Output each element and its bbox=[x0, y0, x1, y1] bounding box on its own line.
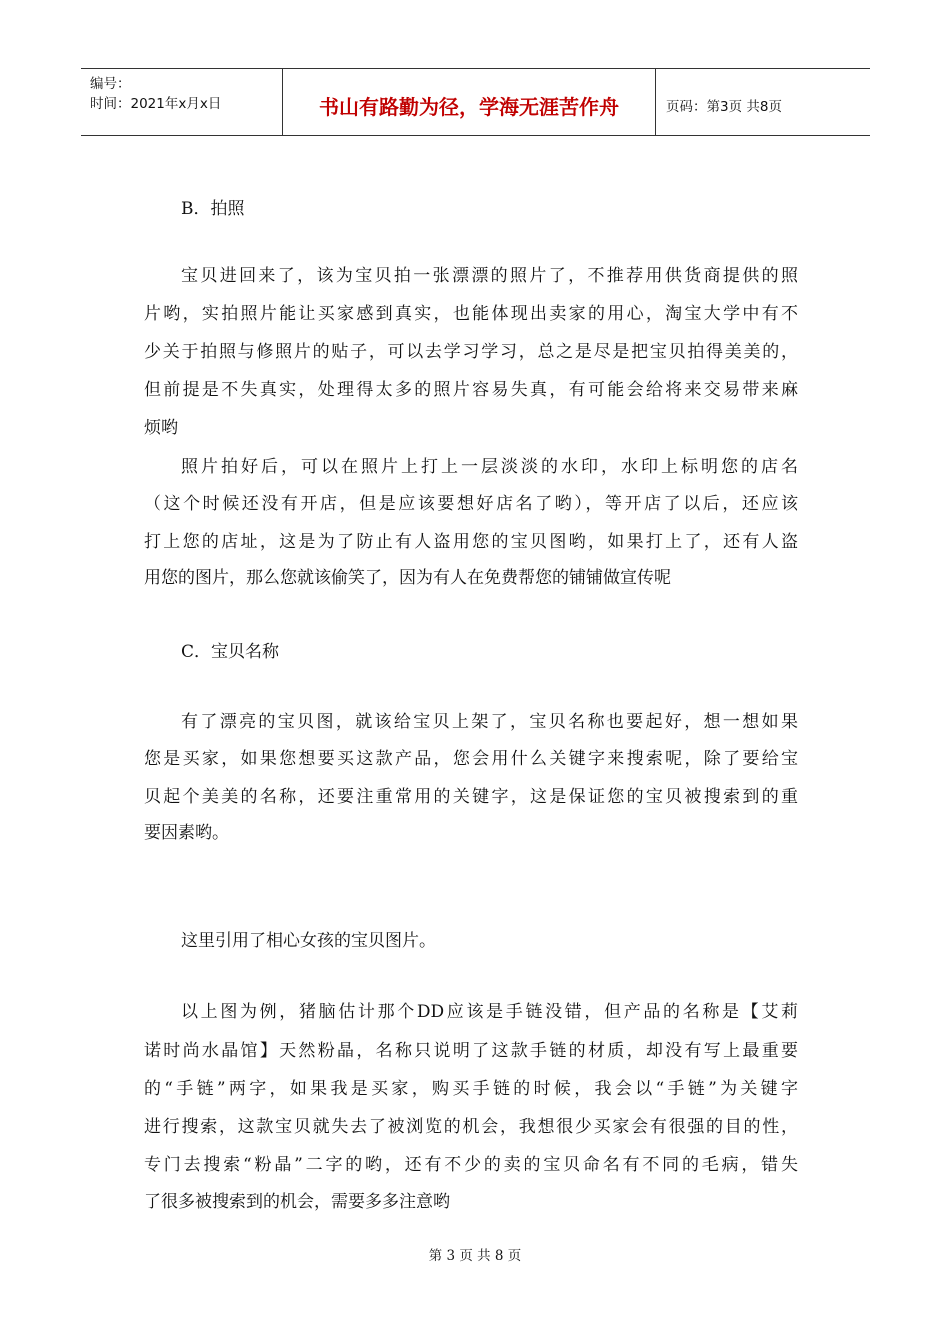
paragraph-line: 贝起个美美的名称，还要注重常用的关键字，这是保证您的宝贝被搜索到的重 bbox=[144, 787, 798, 807]
paragraph-line: 这里引用了相心女孩的宝贝图片。 bbox=[181, 931, 436, 951]
paragraph-line: 以上图为例，猪脑估计那个DD应该是手链没错，但产品的名称是【艾莉 bbox=[181, 1002, 798, 1022]
section-b-heading: B．拍照 bbox=[181, 199, 245, 219]
paragraph-line: 进行搜索，这款宝贝就失去了被浏览的机会，我想很少买家会有很强的目的性， bbox=[144, 1117, 798, 1137]
page-footer: 第 3 页 共 8 页 bbox=[428, 1248, 522, 1264]
paragraph-line: 了很多被搜索到的机会，需要多多注意哟 bbox=[144, 1192, 450, 1212]
page-header bbox=[81, 68, 870, 136]
paragraph-line: 您是买家，如果您想要买这款产品，您会用什么关键字来搜索呢，除了要给宝 bbox=[144, 749, 798, 769]
time-label: 时间：2021年x月x日 bbox=[90, 96, 222, 112]
paragraph-line: 照片拍好后，可以在照片上打上一层淡淡的水印，水印上标明您的店名 bbox=[181, 457, 798, 477]
paragraph-line: 用您的图片，那么您就该偷笑了，因为有人在免费帮您的铺铺做宣传呢 bbox=[144, 568, 671, 588]
paragraph-line: 少关于拍照与修照片的贴子，可以去学习学习，总之是尽是把宝贝拍得美美的， bbox=[144, 342, 798, 362]
serial-label: 编号： bbox=[90, 76, 131, 92]
paragraph-line: 诺时尚水晶馆】天然粉晶，名称只说明了这款手链的材质，却没有写上最重要 bbox=[144, 1041, 798, 1061]
paragraph-line: 要因素哟。 bbox=[144, 823, 229, 843]
section-c-heading: C．宝贝名称 bbox=[181, 642, 280, 662]
paragraph-line: 烦哟 bbox=[144, 418, 178, 438]
paragraph-line: 但前提是不失真实，处理得太多的照片容易失真，有可能会给将来交易带来麻 bbox=[144, 380, 798, 400]
paragraph-line: 专门去搜索“粉晶”二字的哟，还有不少的卖的宝贝命名有不同的毛病，错失 bbox=[144, 1155, 798, 1175]
paragraph-line: 打上您的店址，这是为了防止有人盗用您的宝贝图哟，如果打上了，还有人盗 bbox=[144, 532, 798, 552]
paragraph-line: 宝贝进回来了，该为宝贝拍一张漂漂的照片了，不推荐用供货商提供的照 bbox=[181, 266, 798, 286]
header-motto: 书山有路勤为径，学海无涯苦作舟 bbox=[283, 69, 656, 135]
paragraph-line: 片哟，实拍照片能让买家感到真实，也能体现出卖家的用心，淘宝大学中有不 bbox=[144, 304, 798, 324]
header-page-label: 页码：第3页 共8页 bbox=[666, 99, 782, 115]
header-meta bbox=[81, 69, 283, 135]
paragraph-line: 的“手链”两字，如果我是买家，购买手链的时候，我会以“手链”为关键字 bbox=[144, 1079, 798, 1099]
paragraph-line: 有了漂亮的宝贝图，就该给宝贝上架了，宝贝名称也要起好，想一想如果 bbox=[181, 712, 798, 732]
paragraph-line: （这个时候还没有开店，但是应该要想好店名了哟），等开店了以后，还应该 bbox=[144, 494, 798, 514]
